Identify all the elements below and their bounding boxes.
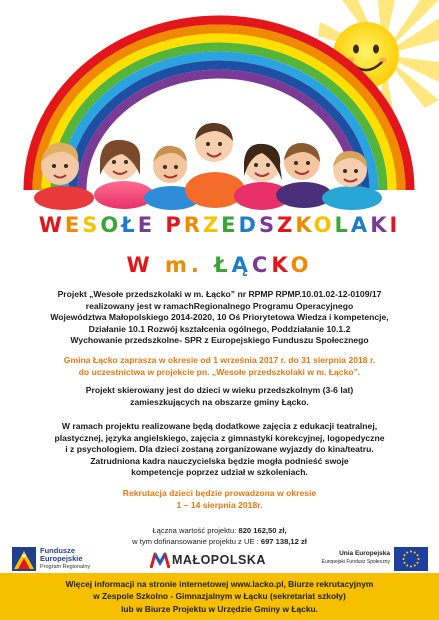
subtitle-letter: .: [190, 253, 203, 277]
text-line: zamieszkujących na obszarze gminy Łącko.: [130, 396, 309, 407]
text-line: W ramach projektu realizowane będą dodatkowe zajęcia z edukacji teatralnej,: [61, 421, 378, 431]
title-letter: E: [221, 213, 239, 237]
title-letter: R: [183, 213, 203, 237]
eu-star: [414, 565, 416, 567]
title-letter: P: [165, 213, 184, 237]
eu-logo: [298, 547, 430, 573]
title-letter: E: [137, 213, 156, 237]
title-letter: W: [38, 213, 65, 237]
eu-star: [404, 554, 406, 556]
eu-star: [414, 552, 416, 554]
subtitle-letter: C: [251, 253, 272, 277]
subtitle-letter: W: [126, 253, 154, 277]
text-line: Projekt skierowany jest do dzieci w wieku przedszkolnym (3-6 lat): [85, 385, 354, 395]
subtitle-letter: [203, 253, 214, 277]
text-line: 1 – 14 sierpnia 2018r.: [176, 499, 263, 510]
malopolska-logo-text: MAŁOPOLSKA: [172, 553, 266, 567]
text-line: realizowany jest w ramachRegionalnego Programu Operacyjnego: [85, 300, 354, 311]
text-line: do uczestnictwa w projekcie pn. „Wesołe przedszkolaki w m. Łącko”.: [78, 366, 361, 377]
fe-logo-text: Europejskie: [40, 554, 83, 563]
activities-text: [20, 421, 419, 479]
title-letter: Z: [277, 213, 296, 237]
project-description: [20, 289, 419, 347]
cost-label: w tym dofinansowanie projektu z UE :: [132, 536, 261, 546]
poster-subtitle: [0, 253, 439, 277]
cost-value: 820 162,50 zł,: [238, 526, 287, 535]
malopolska-logo-icon: [150, 551, 170, 569]
subtitle-letter: K: [271, 253, 291, 277]
text-line: i z psychologiem. Dla dzieci zostaną zorganizowane wyjazdy do kina/teatru.: [65, 444, 374, 455]
eu-star: [404, 562, 406, 564]
cost-label: Łączna wartość projektu:: [152, 526, 239, 535]
eu-logo-text: Europejski Fundusz Społeczny: [321, 559, 390, 565]
text-line: Zatrudniona kadra nauczycielska będzie mogła podnieść swoje: [90, 455, 349, 466]
subtitle-letter: m: [164, 253, 191, 277]
title-letter: S: [258, 213, 278, 237]
project-costs: [20, 526, 419, 547]
eu-star: [406, 552, 408, 554]
poster-title: [0, 213, 439, 237]
logo-bar: [0, 545, 439, 575]
subtitle-letter: [154, 253, 165, 277]
text-line: Projekt „Wesołe przedszkolaki w m. Łącko” nr RPMP RPMP.10.01.02-12-0109/17: [57, 289, 382, 299]
recruitment-text: [20, 488, 419, 511]
text-line: kompetencje poprzez udział w szkoleniach.: [131, 467, 308, 478]
title-letter: Z: [202, 213, 222, 237]
eu-star: [406, 565, 408, 567]
target-group-text: [20, 385, 419, 408]
subtitle-letter: Ą: [231, 253, 252, 277]
eu-star: [417, 562, 419, 564]
title-letter: A: [350, 213, 371, 237]
footer-info: [0, 573, 439, 620]
title-letter: K: [295, 213, 314, 237]
eu-star: [410, 566, 412, 568]
text-line: Rekrutacja dzieci będzie prowadzona w okresie: [122, 488, 317, 498]
title-letter: D: [238, 213, 259, 237]
eu-star: [403, 558, 405, 560]
title-letter: [155, 213, 165, 237]
footer-line: lub w Biurze Projektu w Urzędzie Gminy w Łącku.: [121, 603, 318, 614]
subtitle-letter: Ł: [214, 253, 232, 277]
fe-logo-text: Fundusze: [40, 546, 75, 555]
eu-star: [418, 558, 420, 560]
title-letter: I: [389, 213, 401, 237]
cost-value: 697 138,12 zł: [260, 536, 307, 546]
title-letter: E: [64, 213, 83, 237]
eu-logo-text: Unia Europejska: [339, 550, 390, 557]
fe-logo: [12, 547, 122, 573]
title-letter: Ł: [121, 213, 138, 237]
title-letter: O: [313, 213, 335, 237]
title-letter: L: [334, 213, 351, 237]
text-line: Wychowanie przedszkolne- SPR z Europejskiego Funduszu Społecznego: [70, 335, 369, 346]
eu-flag-icon: [394, 547, 428, 571]
fe-logo-icon: [12, 547, 36, 571]
text-line: Gmina Łącko zaprasza w okresie od 1 września 2017 r. do 31 sierpnia 2018 r.: [63, 355, 376, 365]
malopolska-logo: [150, 551, 266, 571]
footer-line: Więcej informacji na stronie internetowej www.lacko.pl, Biurze rekrutacyjnym: [65, 579, 374, 589]
footer-line: w Zespole Szkolno - Gimnazjalnym w Łącku (sekretariat szkoły): [93, 591, 346, 602]
eu-star: [410, 551, 412, 553]
text-line: plastycznej, języka angielskiego, zajęcia z gimnastyki korekcyjnej, logopedyczne: [54, 432, 385, 443]
title-letter: O: [100, 213, 122, 237]
title-letter: K: [370, 213, 390, 237]
text-line: Województwa Małopolskiego 2014-2020, 10 Oś Priorytetowa Wiedza i kompetencje,: [50, 312, 389, 323]
fe-logo-text: Program Regionalny: [40, 564, 91, 570]
subtitle-letter: O: [290, 253, 313, 277]
invitation-text: [20, 355, 419, 378]
text-line: Działanie 10.1 Rozwój kształcenia ogólnego, Poddziałanie 10.1.2: [88, 323, 351, 334]
hero-illustration: [0, 0, 439, 215]
title-letter: S: [82, 213, 101, 237]
eu-star: [417, 554, 419, 556]
